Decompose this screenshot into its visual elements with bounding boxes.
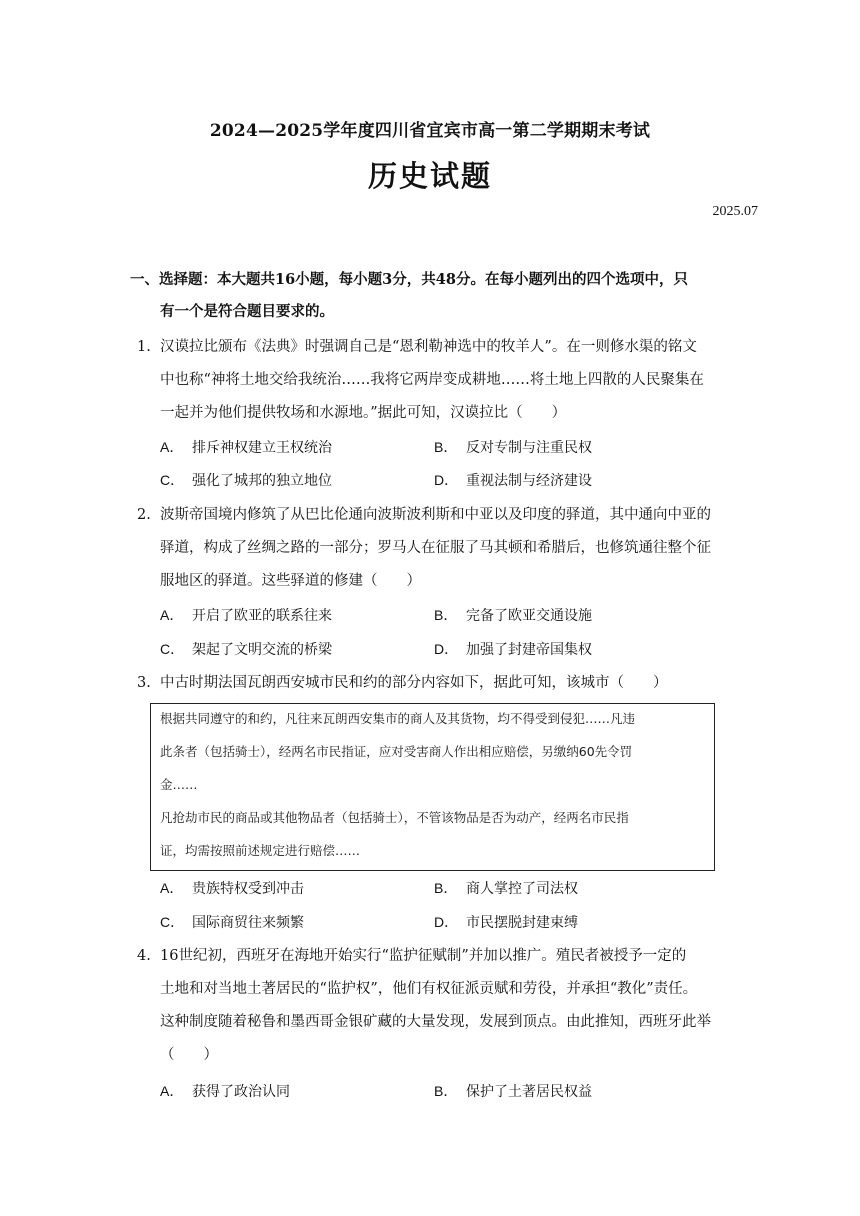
option-letter: A． [160,1083,184,1099]
answer-blank: （ ） [160,1047,218,1063]
option-a[interactable] [160,1081,290,1102]
option-c[interactable] [160,470,332,491]
material-line: 金…… [160,777,198,792]
option-text: 商人掌控了司法权 [466,881,578,897]
question-number: 1. [137,339,151,355]
exam-title: 2024—2025学年度四川省宜宾市高一第二学期期末考试 [209,121,651,141]
question-stem-line: 驿道，构成了丝绸之路的一部分；罗马人在征服了马其顿和希腊后，也修筑通往整个征 [160,540,711,556]
option-a[interactable] [160,437,332,458]
material-line: 根据共同遵守的和约，凡往来瓦朗西安集市的商人及其货物，均不得受到侵犯……凡违 [160,711,636,726]
option-letter: D． [434,641,459,657]
option-letter: B． [434,880,458,896]
question-stem-line: 汉谟拉比颁布《法典》时强调自己是“恩利勒神选中的牧羊人”。在一则修水渠的铭文 [160,339,697,355]
question-stem-line: 中古时期法国瓦朗西安城市民和约的部分内容如下，据此可知，该城市（ ） [160,675,668,691]
question-number: 3. [137,675,151,691]
option-d[interactable] [434,912,578,933]
option-letter: A． [160,439,184,455]
option-c[interactable] [160,912,304,933]
question-stem-line: 这种制度随着秘鲁和墨西哥金银矿藏的大量发现，发展到顶点。由此推知，西班牙此举 [160,1014,711,1030]
option-a[interactable] [160,878,304,899]
option-letter: D． [434,472,459,488]
option-text: 贵族特权受到冲击 [192,881,304,897]
option-text: 重视法制与经济建设 [466,473,592,489]
option-letter: B． [434,607,458,623]
material-line: 证，均需按照前述规定进行赔偿…… [160,843,361,858]
option-letter: C． [160,472,185,488]
question-stem-line: 波斯帝国境内修筑了从巴比伦通向波斯波利斯和中亚以及印度的驿道，其中通向中亚的 [160,507,711,523]
section-heading-line-2: 有一个是符合题目要求的。 [160,303,334,320]
option-b[interactable] [434,1081,592,1102]
option-text: 加强了封建帝国集权 [466,642,592,658]
question-stem-line: 服地区的驿道。这些驿道的修建（ ） [160,573,421,589]
option-b[interactable] [434,605,592,626]
option-letter: D． [434,914,459,930]
option-letter: B． [434,1083,458,1099]
material-line: 此条者（包括骑士），经两名市民指证，应对受害商人作出相应赔偿，另缴纳60先令罚 [160,744,633,759]
option-text: 强化了城邦的独立地位 [192,473,332,489]
option-b[interactable] [434,437,592,458]
subject-title: 历史试题 [367,159,492,193]
option-text: 排斥神权建立王权统治 [192,440,332,456]
material-line: 凡抢劫市民的商品或其他物品者（包括骑士），不管该物品是否为动产，经两名市民指 [160,810,629,825]
option-text: 国际商贸往来频繁 [192,915,304,931]
option-d[interactable] [434,470,592,491]
option-text: 反对专制与注重民权 [466,440,592,456]
exam-date: 2025.07 [712,204,758,219]
question-stem-line: 一起并为他们提供牧场和水源地。”据此可知，汉谟拉比（ ） [160,405,567,421]
section-heading-line-1: 一、选择题：本大题共16小题，每小题3分，共48分。在每小题列出的四个选项中，只 [130,271,688,288]
option-d[interactable] [434,639,592,660]
option-letter: C． [160,914,185,930]
option-text: 架起了文明交流的桥梁 [192,642,332,658]
option-text: 开启了欧亚的联系往来 [192,608,332,624]
option-text: 获得了政治认同 [192,1084,290,1100]
option-text: 保护了土著居民权益 [466,1084,592,1100]
question-number: 2. [137,507,151,523]
question-number: 4. [137,948,151,964]
question-stem-line: 16世纪初，西班牙在海地开始实行“监护征赋制”并加以推广。殖民者被授予一定的 [160,948,687,964]
option-letter: B． [434,439,458,455]
option-text: 完备了欧亚交通设施 [466,608,592,624]
option-letter: A． [160,880,184,896]
option-text: 市民摆脱封建束缚 [466,915,578,931]
question-stem-line: 中也称“神将土地交给我统治……我将它两岸变成耕地……将土地上四散的人民聚集在 [160,372,704,388]
option-letter: A． [160,607,184,623]
option-c[interactable] [160,639,332,660]
question-stem-line: 土地和对当地土著居民的“监护权”，他们有权征派贡赋和劳役，并承担“教化”责任。 [160,981,698,997]
option-b[interactable] [434,878,578,899]
option-a[interactable] [160,605,332,626]
option-letter: C． [160,641,185,657]
